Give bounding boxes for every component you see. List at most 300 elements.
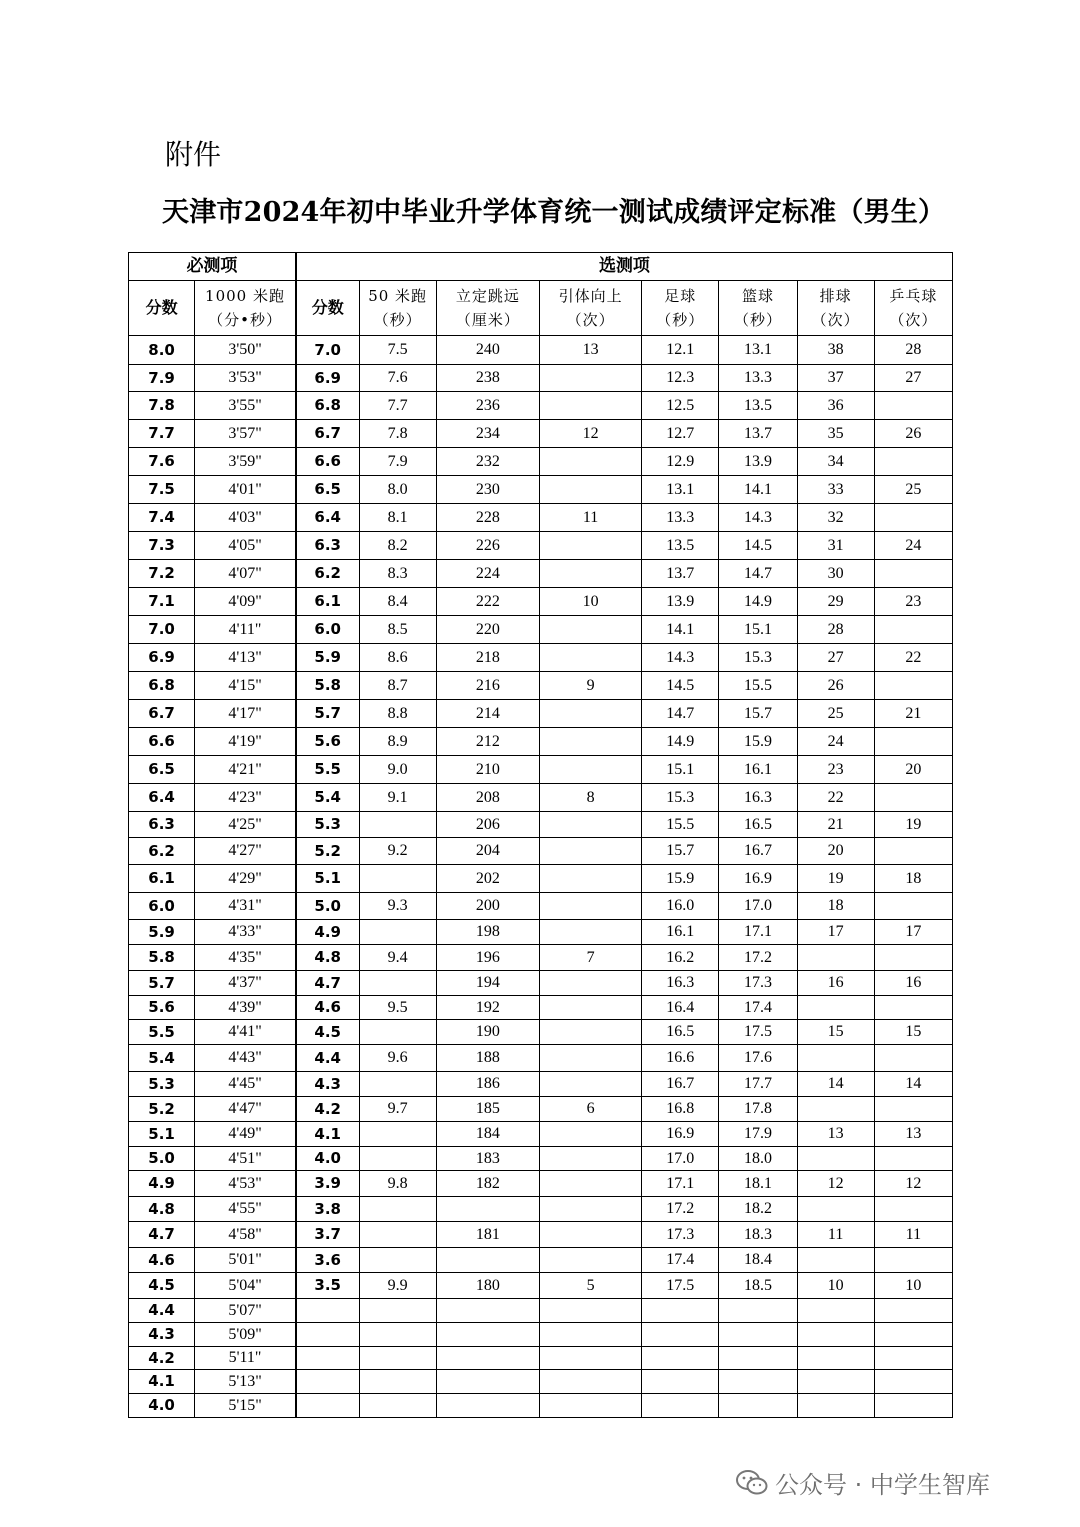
basketball-cell: 15.9 xyxy=(719,728,797,756)
run1000-cell: 3'57" xyxy=(195,420,296,448)
score-required-cell: 6.3 xyxy=(129,812,195,838)
volleyball-cell: 28 xyxy=(797,616,874,644)
pingpong-cell xyxy=(874,672,952,700)
score-optional-cell: 5.0 xyxy=(296,893,359,920)
football-cell: 15.5 xyxy=(642,812,719,838)
pingpong-cell: 14 xyxy=(874,1072,952,1097)
football-cell: 15.3 xyxy=(642,784,719,812)
pingpong-cell xyxy=(874,560,952,588)
standing-jump-cell: 220 xyxy=(436,616,539,644)
score-optional-cell: 5.7 xyxy=(296,700,359,728)
football-cell: 13.1 xyxy=(642,476,719,504)
football-cell: 16.8 xyxy=(642,1097,719,1122)
run50-cell: 9.7 xyxy=(359,1097,436,1122)
volleyball-cell: 23 xyxy=(797,756,874,784)
basketball-cell: 14.9 xyxy=(719,588,797,616)
football-cell: 16.6 xyxy=(642,1045,719,1072)
run1000-cell: 4'49" xyxy=(195,1122,296,1147)
score-required-cell: 5.8 xyxy=(129,945,195,971)
score-required-cell: 6.8 xyxy=(129,672,195,700)
run50-cell: 8.2 xyxy=(359,532,436,560)
run50-cell: 8.8 xyxy=(359,700,436,728)
run50-cell: 7.8 xyxy=(359,420,436,448)
score-optional-cell: 6.4 xyxy=(296,504,359,532)
run50-cell: 8.0 xyxy=(359,476,436,504)
run1000-cell: 5'11" xyxy=(195,1347,296,1370)
football-cell xyxy=(642,1347,719,1370)
basketball-cell: 18.0 xyxy=(719,1147,797,1171)
volleyball-cell: 32 xyxy=(797,504,874,532)
score-required-cell: 6.4 xyxy=(129,784,195,812)
pingpong-cell xyxy=(874,1147,952,1171)
volleyball-cell: 19 xyxy=(797,865,874,893)
pingpong-cell: 21 xyxy=(874,700,952,728)
pingpong-cell xyxy=(874,504,952,532)
football-header xyxy=(642,281,719,336)
run1000-unit: （分•秒） xyxy=(208,311,282,329)
basketball-cell: 16.7 xyxy=(719,838,797,865)
table-row xyxy=(129,812,953,838)
standing-jump-cell: 212 xyxy=(436,728,539,756)
jump-header xyxy=(436,281,539,336)
table-row xyxy=(129,756,953,784)
score-required-cell: 5.7 xyxy=(129,971,195,996)
pullup-cell xyxy=(539,392,641,420)
table-row xyxy=(129,644,953,672)
score-optional-cell: 5.2 xyxy=(296,838,359,865)
volleyball-cell: 24 xyxy=(797,728,874,756)
run50-cell xyxy=(359,1347,436,1370)
pullup-cell xyxy=(539,616,641,644)
basketball-cell xyxy=(719,1347,797,1370)
score-optional-cell: 4.2 xyxy=(296,1097,359,1122)
standing-jump-cell: 180 xyxy=(436,1273,539,1299)
run50-cell: 9.8 xyxy=(359,1171,436,1197)
football-cell xyxy=(642,1370,719,1394)
table-row xyxy=(129,945,953,971)
volleyball-cell: 21 xyxy=(797,812,874,838)
football-cell: 13.9 xyxy=(642,588,719,616)
football-cell xyxy=(642,1299,719,1323)
standing-jump-cell: 210 xyxy=(436,756,539,784)
pingpong-cell: 10 xyxy=(874,1273,952,1299)
basketball-cell: 18.5 xyxy=(719,1273,797,1299)
run1000-cell: 3'55" xyxy=(195,392,296,420)
table-row xyxy=(129,1323,953,1347)
football-cell: 14.3 xyxy=(642,644,719,672)
pingpong-cell: 15 xyxy=(874,1020,952,1045)
football-cell: 17.5 xyxy=(642,1273,719,1299)
pingpong-cell xyxy=(874,392,952,420)
score-required-cell: 7.6 xyxy=(129,448,195,476)
standing-jump-cell: 222 xyxy=(436,588,539,616)
standing-jump-cell xyxy=(436,1299,539,1323)
standing-jump-cell: 194 xyxy=(436,971,539,996)
volleyball-cell xyxy=(797,1323,874,1347)
pullup-unit: （次） xyxy=(566,311,615,329)
table-row xyxy=(129,1045,953,1072)
volleyball-cell: 33 xyxy=(797,476,874,504)
standing-jump-cell: 188 xyxy=(436,1045,539,1072)
score-required-cell: 4.9 xyxy=(129,1171,195,1197)
run50-cell: 8.6 xyxy=(359,644,436,672)
football-cell: 16.1 xyxy=(642,920,719,945)
table-row xyxy=(129,700,953,728)
run1000-cell: 4'07" xyxy=(195,560,296,588)
score-optional-cell: 6.0 xyxy=(296,616,359,644)
basketball-header xyxy=(719,281,797,336)
football-cell: 16.2 xyxy=(642,945,719,971)
run1000-cell: 5'07" xyxy=(195,1299,296,1323)
table-row xyxy=(129,1394,953,1418)
score-optional-cell: 4.1 xyxy=(296,1122,359,1147)
table-row xyxy=(129,784,953,812)
pullup-cell: 7 xyxy=(539,945,641,971)
volleyball-cell: 10 xyxy=(797,1273,874,1299)
run50-cell: 9.1 xyxy=(359,784,436,812)
watermark-text: 公众号 · 中学生智库 xyxy=(775,1471,990,1499)
run50-cell xyxy=(359,1248,436,1273)
pingpong-cell xyxy=(874,1248,952,1273)
football-cell: 12.1 xyxy=(642,336,719,365)
pullup-cell xyxy=(539,756,641,784)
standing-jump-cell: 200 xyxy=(436,893,539,920)
score-required-cell: 7.3 xyxy=(129,532,195,560)
basketball-cell: 13.7 xyxy=(719,420,797,448)
pingpong-cell xyxy=(874,893,952,920)
pullup-cell xyxy=(539,812,641,838)
standing-jump-cell: 228 xyxy=(436,504,539,532)
football-unit: （秒） xyxy=(656,311,705,329)
run50-cell xyxy=(359,920,436,945)
pingpong-cell xyxy=(874,1045,952,1072)
volleyball-cell: 27 xyxy=(797,644,874,672)
pullup-cell xyxy=(539,1171,641,1197)
football-cell: 17.1 xyxy=(642,1171,719,1197)
run50-cell: 7.9 xyxy=(359,448,436,476)
score-optional-cell: 6.2 xyxy=(296,560,359,588)
basketball-cell: 17.9 xyxy=(719,1122,797,1147)
score-required-cell: 5.3 xyxy=(129,1072,195,1097)
score-required-cell: 7.7 xyxy=(129,420,195,448)
basketball-cell: 13.5 xyxy=(719,392,797,420)
score-optional-cell xyxy=(296,1323,359,1347)
run50-cell: 8.1 xyxy=(359,504,436,532)
run1000-cell: 5'09" xyxy=(195,1323,296,1347)
pingpong-unit: （次） xyxy=(889,311,938,329)
pingpong-cell xyxy=(874,1394,952,1418)
standing-jump-cell: 184 xyxy=(436,1122,539,1147)
run1000-cell: 4'58" xyxy=(195,1222,296,1248)
standing-jump-cell xyxy=(436,1248,539,1273)
pullup-cell xyxy=(539,644,641,672)
basketball-cell: 15.3 xyxy=(719,644,797,672)
football-cell: 15.1 xyxy=(642,756,719,784)
football-cell: 16.9 xyxy=(642,1122,719,1147)
run1000-cell: 4'23" xyxy=(195,784,296,812)
basketball-cell: 16.1 xyxy=(719,756,797,784)
table-row xyxy=(129,838,953,865)
score-required-cell: 5.5 xyxy=(129,1020,195,1045)
run1000-cell: 4'15" xyxy=(195,672,296,700)
score-required-cell: 4.0 xyxy=(129,1394,195,1418)
standing-jump-cell: 181 xyxy=(436,1222,539,1248)
football-cell: 15.7 xyxy=(642,838,719,865)
volleyball-cell xyxy=(797,1045,874,1072)
run1000-cell: 4'45" xyxy=(195,1072,296,1097)
basketball-cell: 13.3 xyxy=(719,365,797,392)
run50-cell xyxy=(359,1122,436,1147)
volleyball-cell: 31 xyxy=(797,532,874,560)
standards-table xyxy=(128,252,953,1418)
table-row xyxy=(129,1147,953,1171)
score-optional-cell: 6.7 xyxy=(296,420,359,448)
run1000-cell: 4'31" xyxy=(195,893,296,920)
standing-jump-cell: 196 xyxy=(436,945,539,971)
score-required-cell: 7.4 xyxy=(129,504,195,532)
pullup-cell xyxy=(539,1394,641,1418)
score-required-cell: 4.1 xyxy=(129,1370,195,1394)
volleyball-cell: 11 xyxy=(797,1222,874,1248)
pingpong-cell: 17 xyxy=(874,920,952,945)
score-required-cell: 6.6 xyxy=(129,728,195,756)
score-optional-cell xyxy=(296,1347,359,1370)
score-required-cell: 8.0 xyxy=(129,336,195,365)
run1000-cell: 4'41" xyxy=(195,1020,296,1045)
standing-jump-cell: 214 xyxy=(436,700,539,728)
basketball-cell: 18.4 xyxy=(719,1248,797,1273)
football-cell: 16.7 xyxy=(642,1072,719,1097)
table-row xyxy=(129,1097,953,1122)
table-row xyxy=(129,560,953,588)
group-header-row xyxy=(129,253,953,281)
football-cell: 14.5 xyxy=(642,672,719,700)
table-row xyxy=(129,920,953,945)
standing-jump-cell: 240 xyxy=(436,336,539,365)
pullup-cell xyxy=(539,365,641,392)
volleyball-cell xyxy=(797,1299,874,1323)
standing-jump-cell: 238 xyxy=(436,365,539,392)
required-group-header: 必测项 xyxy=(129,253,296,281)
standing-jump-cell: 182 xyxy=(436,1171,539,1197)
table-row xyxy=(129,1248,953,1273)
run50-cell xyxy=(359,1222,436,1248)
score-optional-cell: 5.9 xyxy=(296,644,359,672)
pingpong-cell xyxy=(874,1197,952,1222)
optional-group-header: 选测项 xyxy=(296,253,953,281)
basketball-cell: 17.8 xyxy=(719,1097,797,1122)
score-optional-cell xyxy=(296,1370,359,1394)
volleyball-cell: 13 xyxy=(797,1122,874,1147)
score-required-cell: 4.5 xyxy=(129,1273,195,1299)
run50-header xyxy=(359,281,436,336)
volleyball-cell xyxy=(797,1347,874,1370)
standing-jump-cell: 224 xyxy=(436,560,539,588)
volleyball-cell: 26 xyxy=(797,672,874,700)
score-required-cell: 6.9 xyxy=(129,644,195,672)
score-required-cell: 7.0 xyxy=(129,616,195,644)
table-row xyxy=(129,1122,953,1147)
score-required-cell: 4.6 xyxy=(129,1248,195,1273)
football-cell: 12.7 xyxy=(642,420,719,448)
football-cell: 12.5 xyxy=(642,392,719,420)
pullup-cell xyxy=(539,532,641,560)
football-cell: 17.0 xyxy=(642,1147,719,1171)
basketball-cell: 13.1 xyxy=(719,336,797,365)
table-row xyxy=(129,365,953,392)
pingpong-cell: 18 xyxy=(874,865,952,893)
basketball-cell: 17.5 xyxy=(719,1020,797,1045)
score-optional-cell: 6.1 xyxy=(296,588,359,616)
volleyball-cell: 38 xyxy=(797,336,874,365)
run50-label: 50 米跑 xyxy=(368,287,428,305)
run50-cell: 9.3 xyxy=(359,893,436,920)
standing-jump-cell: 190 xyxy=(436,1020,539,1045)
basketball-cell: 16.9 xyxy=(719,865,797,893)
column-header-row xyxy=(129,281,953,336)
run1000-cell: 4'09" xyxy=(195,588,296,616)
table-row xyxy=(129,1072,953,1097)
pingpong-cell xyxy=(874,838,952,865)
score-required-cell: 6.7 xyxy=(129,700,195,728)
run50-cell: 9.0 xyxy=(359,756,436,784)
basketball-cell: 17.0 xyxy=(719,893,797,920)
run1000-cell: 5'01" xyxy=(195,1248,296,1273)
table-row xyxy=(129,448,953,476)
run1000-cell: 3'50" xyxy=(195,336,296,365)
score-optional-cell: 5.5 xyxy=(296,756,359,784)
score-optional-cell: 5.1 xyxy=(296,865,359,893)
pullup-cell xyxy=(539,1122,641,1147)
run50-cell: 9.4 xyxy=(359,945,436,971)
volleyball-cell: 14 xyxy=(797,1072,874,1097)
volleyball-cell: 16 xyxy=(797,971,874,996)
basketball-cell: 15.7 xyxy=(719,700,797,728)
run1000-cell: 4'55" xyxy=(195,1197,296,1222)
run50-cell: 8.7 xyxy=(359,672,436,700)
basketball-cell: 16.3 xyxy=(719,784,797,812)
score-required-cell: 6.5 xyxy=(129,756,195,784)
basketball-cell xyxy=(719,1394,797,1418)
pullup-cell xyxy=(539,865,641,893)
basketball-cell xyxy=(719,1299,797,1323)
volleyball-cell: 29 xyxy=(797,588,874,616)
standing-jump-cell: 226 xyxy=(436,532,539,560)
standing-jump-cell: 234 xyxy=(436,420,539,448)
run1000-cell: 3'59" xyxy=(195,448,296,476)
pingpong-cell xyxy=(874,1347,952,1370)
score-optional-cell: 3.8 xyxy=(296,1197,359,1222)
volleyball-cell: 35 xyxy=(797,420,874,448)
run1000-cell: 4'19" xyxy=(195,728,296,756)
run1000-cell: 4'21" xyxy=(195,756,296,784)
basketball-cell: 17.3 xyxy=(719,971,797,996)
score-optional-cell: 4.9 xyxy=(296,920,359,945)
volleyball-cell xyxy=(797,1197,874,1222)
run50-cell: 8.3 xyxy=(359,560,436,588)
basketball-cell: 17.2 xyxy=(719,945,797,971)
score-optional-cell: 3.9 xyxy=(296,1171,359,1197)
run1000-cell: 3'53" xyxy=(195,365,296,392)
pullup-cell xyxy=(539,838,641,865)
run50-cell xyxy=(359,971,436,996)
table-row xyxy=(129,1222,953,1248)
score-required-cell: 7.8 xyxy=(129,392,195,420)
football-cell: 13.7 xyxy=(642,560,719,588)
table-row xyxy=(129,392,953,420)
watermark xyxy=(735,1465,990,1500)
volleyball-cell: 34 xyxy=(797,448,874,476)
volleyball-cell: 15 xyxy=(797,1020,874,1045)
score-required-cell: 5.0 xyxy=(129,1147,195,1171)
basketball-cell xyxy=(719,1370,797,1394)
score-optional-cell xyxy=(296,1299,359,1323)
basketball-label: 篮球 xyxy=(741,287,774,305)
basketball-cell: 14.1 xyxy=(719,476,797,504)
score-optional-cell: 5.6 xyxy=(296,728,359,756)
pullup-cell: 8 xyxy=(539,784,641,812)
score-required-cell: 6.1 xyxy=(129,865,195,893)
table-row xyxy=(129,1020,953,1045)
standing-jump-cell: 216 xyxy=(436,672,539,700)
score-required-cell: 4.7 xyxy=(129,1222,195,1248)
standing-jump-cell: 236 xyxy=(436,392,539,420)
football-cell: 17.2 xyxy=(642,1197,719,1222)
run50-cell xyxy=(359,1197,436,1222)
run1000-cell: 4'33" xyxy=(195,920,296,945)
football-cell: 14.9 xyxy=(642,728,719,756)
basketball-cell: 14.5 xyxy=(719,532,797,560)
score-optional-cell: 6.3 xyxy=(296,532,359,560)
basketball-cell: 17.7 xyxy=(719,1072,797,1097)
run50-cell xyxy=(359,1394,436,1418)
table-row xyxy=(129,1370,953,1394)
standing-jump-cell xyxy=(436,1347,539,1370)
volleyball-cell: 17 xyxy=(797,920,874,945)
run50-cell xyxy=(359,1370,436,1394)
table-row xyxy=(129,420,953,448)
standing-jump-cell xyxy=(436,1394,539,1418)
score-optional-cell: 5.8 xyxy=(296,672,359,700)
pingpong-header xyxy=(874,281,952,336)
pingpong-cell xyxy=(874,1097,952,1122)
run1000-cell: 4'37" xyxy=(195,971,296,996)
pingpong-cell xyxy=(874,1323,952,1347)
pingpong-cell: 25 xyxy=(874,476,952,504)
football-cell: 16.4 xyxy=(642,996,719,1020)
football-cell: 13.5 xyxy=(642,532,719,560)
volleyball-cell: 22 xyxy=(797,784,874,812)
score-required-cell: 4.8 xyxy=(129,1197,195,1222)
score-header: 分数 xyxy=(129,281,195,336)
run50-cell: 7.5 xyxy=(359,336,436,365)
basketball-cell xyxy=(719,1323,797,1347)
table-row xyxy=(129,336,953,365)
volleyball-cell xyxy=(797,1097,874,1122)
football-cell xyxy=(642,1323,719,1347)
score-optional-cell: 4.0 xyxy=(296,1147,359,1171)
run1000-cell: 4'11" xyxy=(195,616,296,644)
run50-cell xyxy=(359,1072,436,1097)
pingpong-cell: 22 xyxy=(874,644,952,672)
standing-jump-cell: 218 xyxy=(436,644,539,672)
football-cell: 12.9 xyxy=(642,448,719,476)
pingpong-cell: 20 xyxy=(874,756,952,784)
score-required-cell: 5.2 xyxy=(129,1097,195,1122)
basketball-cell: 18.1 xyxy=(719,1171,797,1197)
run50-cell xyxy=(359,812,436,838)
table-row xyxy=(129,893,953,920)
